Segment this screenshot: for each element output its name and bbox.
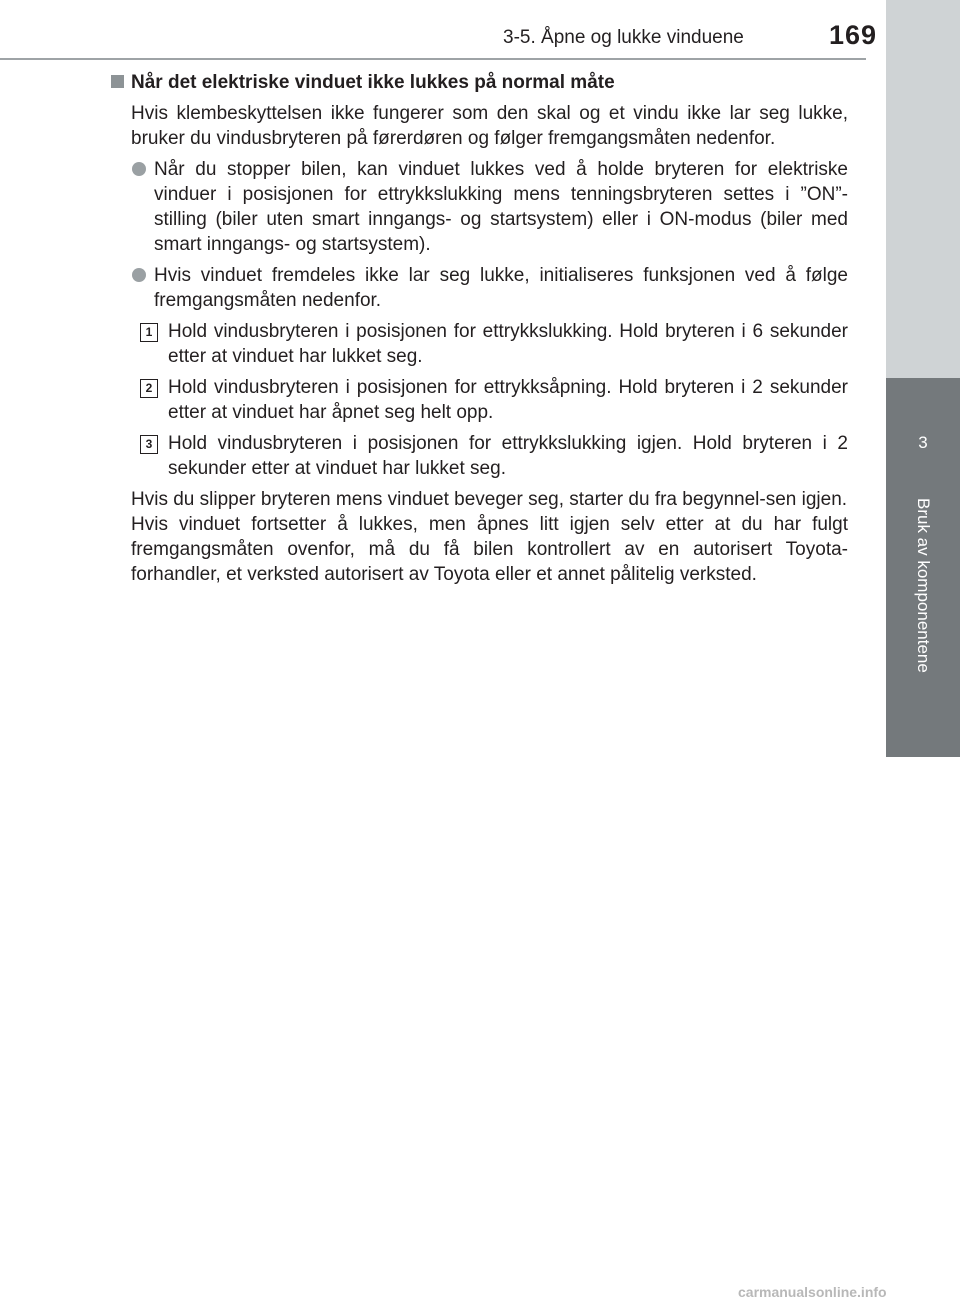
- step-text: Hold vindusbryteren i posisjonen for ettrykkslukking igjen. Hold bryteren i 2 sekunder etter at vinduet har lukket seg.: [168, 433, 848, 479]
- step-item: [108, 319, 848, 369]
- circle-bullet-icon: [132, 268, 146, 282]
- intro-paragraph: Hvis klembeskyttelsen ikke fungerer som den skal og et vindu ikke lar seg lukke, bruker du vindusbryteren på førerdøren og følger fremgangsmåten nedenfor.: [131, 103, 848, 149]
- chapter-number: 3: [918, 433, 928, 452]
- step-number-badge: 1: [140, 323, 158, 342]
- circle-bullet-icon: [132, 162, 146, 176]
- main-content: [108, 70, 848, 587]
- chapter-side-tab: [886, 0, 960, 1305]
- bullet-text: Når du stopper bilen, kan vinduet lukkes ved å holde bryteren for elektriske vinduer i posisjonen for ettrykkslukking mens tenningsbryteren settes i ”ON”-stilling (biler uten smart inngangs- og startsystem) eller i ON-modus (biler med smart inngangs- og startsystem).: [154, 159, 848, 255]
- list-item: [108, 157, 848, 257]
- step-number-badge: 2: [140, 379, 158, 398]
- header-divider: [0, 58, 866, 60]
- section-heading-text: Når det elektriske vinduet ikke lukkes på normal måte: [131, 72, 615, 93]
- header-section-title: 3-5. Åpne og lukke vinduene: [503, 27, 744, 48]
- bullet-text: Hvis vinduet fremdeles ikke lar seg lukke, initialiseres funksjonen ved å følge fremgangsmåten nedenfor.: [154, 265, 848, 311]
- side-tab-upper-band: [886, 0, 960, 378]
- watermark-link[interactable]: carmanualsonline.info: [738, 1284, 887, 1300]
- section-heading: [108, 70, 848, 95]
- step-text: Hold vindusbryteren i posisjonen for ettrykkslukking. Hold bryteren i 6 sekunder etter at vinduet har lukket seg.: [168, 321, 848, 367]
- closing-notes: [131, 487, 848, 587]
- square-bullet-icon: [111, 75, 124, 88]
- chapter-title: Bruk av komponentene: [914, 498, 933, 673]
- step-item: [108, 431, 848, 481]
- list-item: [108, 263, 848, 313]
- page-number: 169: [829, 20, 878, 50]
- step-text: Hold vindusbryteren i posisjonen for ettrykksåpning. Hold bryteren i 2 sekunder etter at vinduet har åpnet seg helt opp.: [168, 377, 848, 423]
- step-item: [108, 375, 848, 425]
- step-number-badge: 3: [140, 435, 158, 454]
- closing-paragraph: Hvis du slipper bryteren mens vinduet beveger seg, starter du fra begynnel-sen igjen.: [131, 489, 848, 510]
- closing-paragraph: Hvis vinduet fortsetter å lukkes, men åpnes litt igjen selv etter at du har fulgt fremgangsmåten ovenfor, må du få bilen kontrollert av en autorisert Toyota-forhandler, et verksted autorisert av Toyota eller et annet pålitelig verksted.: [131, 514, 848, 585]
